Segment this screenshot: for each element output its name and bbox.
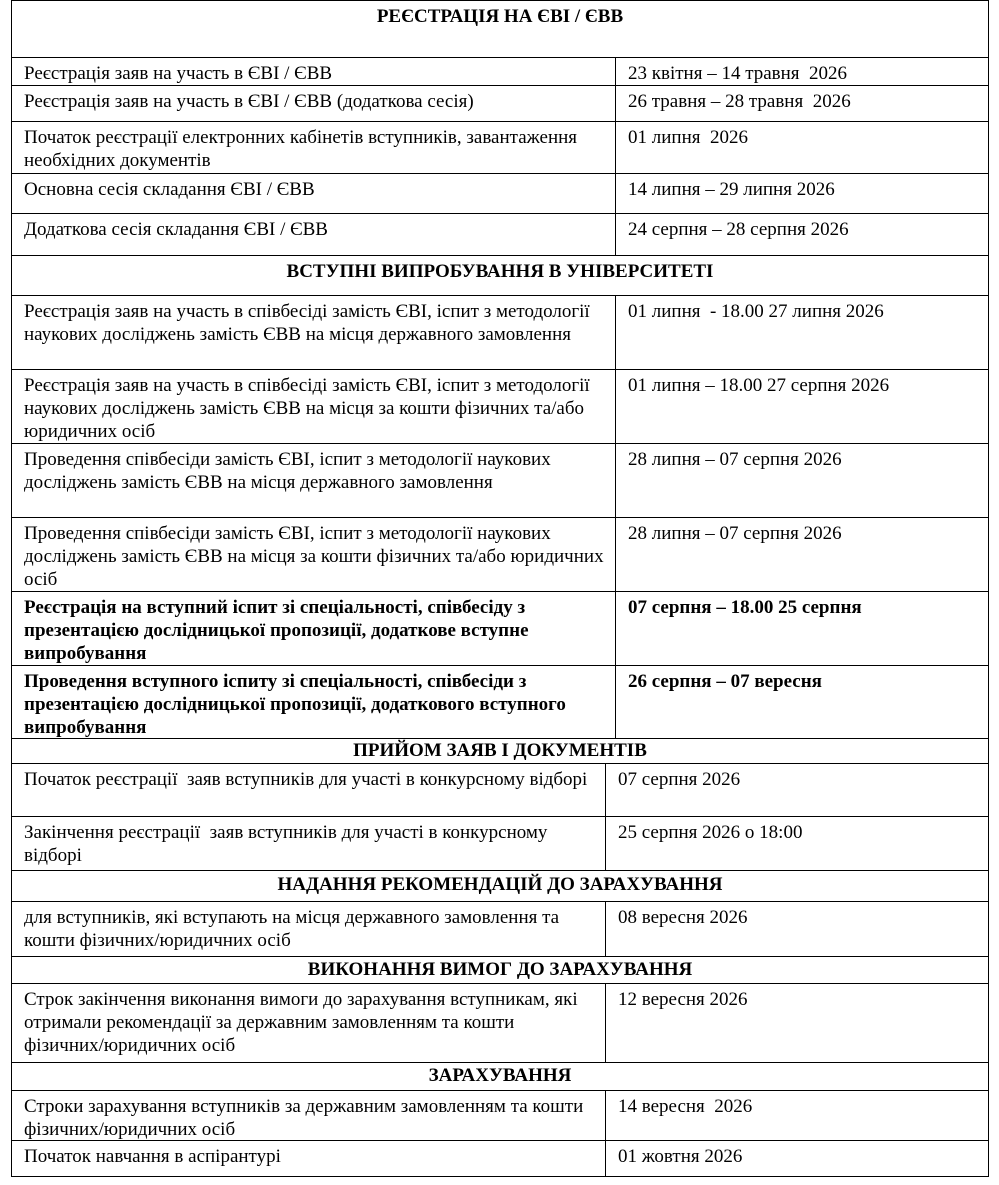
- date-cell: 07 серпня 2026: [605, 764, 988, 816]
- table-row: [12, 1091, 988, 1141]
- section-title: НАДАННЯ РЕКОМЕНДАЦІЙ ДО ЗАРАХУВАННЯ: [277, 874, 723, 895]
- table-row: [12, 518, 988, 592]
- table-row: [12, 817, 988, 871]
- date-cell: 01 жовтня 2026: [605, 1141, 988, 1176]
- event-cell: Строки зарахування вступників за державним замовленням та кошти фізичних/юридичних осіб: [24, 1096, 589, 1140]
- event-cell: Строк закінчення виконання вимоги до зарахування вступникам, які отримали рекомендації за державним замовленням та кошти фізичних/юридичних осіб: [24, 989, 583, 1056]
- event-cell: Проведення співбесіди замість ЄВІ, іспит з методології наукових досліджень замість ЄВВ на місця державного замовлення: [24, 449, 556, 493]
- table-row: [12, 122, 988, 174]
- table-row: [12, 764, 988, 817]
- date-cell: 24 серпня – 28 серпня 2026: [615, 214, 988, 255]
- event-cell: Реєстрація заяв на участь в співбесіді замість ЄВІ, іспит з методології наукових досліджень замість ЄВВ на місця державного замовлення: [24, 301, 595, 345]
- section-header-documents: [12, 739, 988, 764]
- event-cell: Основна сесія складання ЄВІ / ЄВВ: [24, 179, 315, 200]
- event-cell: Додаткова сесія складання ЄВІ / ЄВВ: [24, 219, 328, 240]
- section-title: ПРИЙОМ ЗАЯВ І ДОКУМЕНТІВ: [353, 740, 647, 761]
- section-title: ЗАРАХУВАННЯ: [428, 1065, 572, 1086]
- date-cell: 25 серпня 2026 о 18:00: [605, 817, 988, 870]
- section-title: ВСТУПНІ ВИПРОБУВАННЯ В УНІВЕРСИТЕТІ: [286, 261, 714, 282]
- date-cell: 28 липня – 07 серпня 2026: [615, 518, 988, 591]
- table-row: [12, 214, 988, 256]
- table-row: [12, 444, 988, 518]
- table-row: [12, 902, 988, 957]
- date-cell: 26 серпня – 07 вересня: [615, 666, 988, 738]
- table-row: [12, 58, 988, 86]
- event-cell: Реєстрація заяв на участь в ЄВІ / ЄВВ: [24, 63, 333, 84]
- table-row: [12, 296, 988, 370]
- section-title: ВИКОНАННЯ ВИМОГ ДО ЗАРАХУВАННЯ: [307, 959, 693, 980]
- section-header-recommendations: [12, 871, 988, 902]
- event-cell: Реєстрація заяв на участь в співбесіді замість ЄВІ, іспит з методології наукових досліджень замість ЄВВ на місця за кошти фізичних та/або юридичних осіб: [24, 375, 595, 442]
- event-cell: Початок реєстрації заяв вступників для участі в конкурсному відборі: [24, 769, 588, 790]
- event-cell: Початок реєстрації електронних кабінетів вступників, завантаження необхідних документів: [24, 127, 582, 171]
- date-cell: 23 квітня – 14 травня 2026: [615, 58, 988, 85]
- event-cell: Початок навчання в аспірантурі: [24, 1146, 281, 1167]
- section-header-evi-registration: [12, 1, 988, 58]
- section-title: РЕЄСТРАЦІЯ НА ЄВІ / ЄВВ: [376, 6, 624, 27]
- event-cell: Проведення співбесіди замість ЄВІ, іспит з методології наукових досліджень замість ЄВВ на місця за кошти фізичних та/або юридичних осіб: [24, 523, 609, 590]
- event-cell: Проведення вступного іспиту зі спеціальності, співбесіди з презентацією дослідницької пропозиції, додаткового вступного випробування: [24, 671, 571, 738]
- event-cell: Закінчення реєстрації заяв вступників для участі в конкурсному відборі: [24, 822, 553, 866]
- table-row: [12, 174, 988, 214]
- date-cell: 01 липня - 18.00 27 липня 2026: [615, 296, 988, 369]
- date-cell: 07 серпня – 18.00 25 серпня: [615, 592, 988, 665]
- event-cell: для вступників, які вступають на місця державного замовлення та кошти фізичних/юридичних осіб: [24, 907, 564, 951]
- date-cell: 14 вересня 2026: [605, 1091, 988, 1140]
- table-row: [12, 984, 988, 1063]
- table-row: [12, 592, 988, 666]
- table-row: [12, 370, 988, 444]
- date-cell: 01 липня 2026: [615, 122, 988, 173]
- date-cell: 12 вересня 2026: [605, 984, 988, 1062]
- event-cell: Реєстрація заяв на участь в ЄВІ / ЄВВ (додаткова сесія): [24, 91, 474, 112]
- date-cell: 14 липня – 29 липня 2026: [615, 174, 988, 213]
- table-row: [12, 666, 988, 739]
- schedule-table: [11, 0, 989, 1177]
- section-header-enrollment: [12, 1063, 988, 1091]
- table-row: [12, 86, 988, 122]
- date-cell: 28 липня – 07 серпня 2026: [615, 444, 988, 517]
- table-row: [12, 1141, 988, 1176]
- section-header-university-exams: [12, 256, 988, 296]
- event-cell: Реєстрація на вступний іспит зі спеціальності, співбесіду з презентацією дослідницької пропозиції, додаткове вступне випробування: [24, 597, 534, 664]
- date-cell: 26 травня – 28 травня 2026: [615, 86, 988, 121]
- section-header-requirements: [12, 957, 988, 984]
- date-cell: 01 липня – 18.00 27 серпня 2026: [615, 370, 988, 443]
- date-cell: 08 вересня 2026: [605, 902, 988, 956]
